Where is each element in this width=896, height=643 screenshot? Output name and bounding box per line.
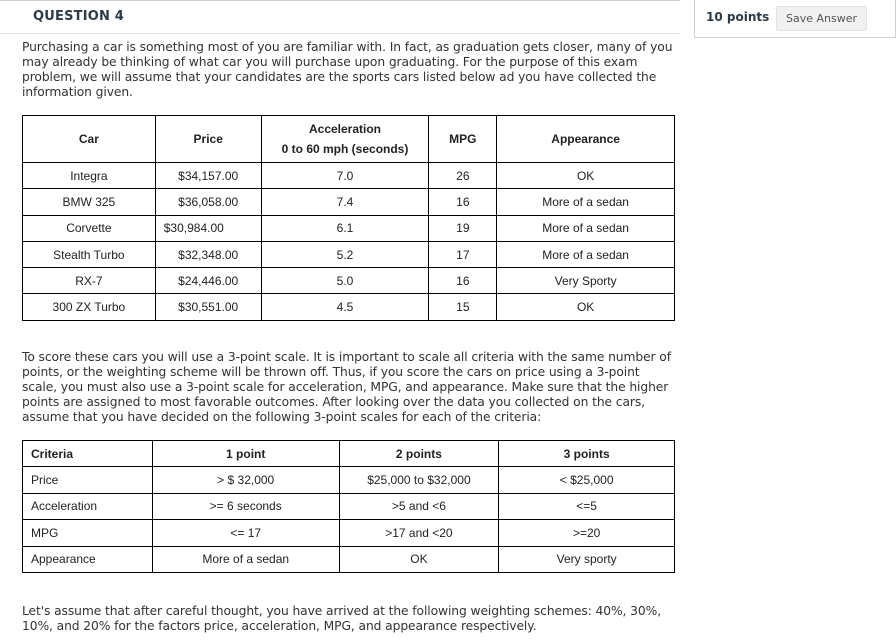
car-acceleration: 5.2 xyxy=(261,241,429,267)
car-price: $30,551.00 xyxy=(155,294,261,320)
cars-table xyxy=(22,115,675,321)
car-mpg: 26 xyxy=(429,163,497,189)
points-label: 10 points xyxy=(706,10,770,24)
save-answer-button[interactable]: Save Answer xyxy=(776,6,867,31)
table-row xyxy=(23,268,675,294)
criteria-header-row xyxy=(23,441,675,467)
header-criteria: Criteria xyxy=(23,441,153,467)
criteria-name: Acceleration xyxy=(23,493,153,519)
car-name: Integra xyxy=(23,163,156,189)
table-row xyxy=(23,189,675,215)
car-mpg: 16 xyxy=(429,189,497,215)
car-name: RX-7 xyxy=(23,268,156,294)
header-appearance: Appearance xyxy=(497,116,675,163)
car-mpg: 19 xyxy=(429,215,497,241)
scale-paragraph: To score these cars you will use a 3-point scale. It is important to scale all criteria with the same number of points, or the weighting scheme will be thrown off. Thus, if you score the cars on price using a 3-point scale, you must also use a 3-point scale for acceleration, MPG, and appearance. Make sure that the higher points are assigned to most favorable outcomes. After looking over the data you collected on the cars, assume that you have decided on the following 3-point scales for each of the criteria: xyxy=(22,350,671,424)
car-acceleration: 4.5 xyxy=(261,294,429,320)
criteria-name: MPG xyxy=(23,520,153,546)
header-price: Price xyxy=(155,116,261,163)
car-acceleration: 6.1 xyxy=(261,215,429,241)
car-price: $34,157.00 xyxy=(155,163,261,189)
criteria-3-points: >=20 xyxy=(499,520,675,546)
criteria-2-points: OK xyxy=(339,546,499,572)
header-acceleration-line1: Acceleration xyxy=(308,122,382,136)
cars-header-row xyxy=(23,116,675,163)
criteria-1-point: <= 17 xyxy=(152,520,339,546)
criteria-1-point: > $ 32,000 xyxy=(152,467,339,493)
table-row xyxy=(23,467,675,493)
car-appearance: Very Sporty xyxy=(497,268,675,294)
car-name: Corvette xyxy=(23,215,156,241)
table-row xyxy=(23,241,675,267)
header-acceleration-line2: 0 to 60 mph (seconds) xyxy=(281,142,409,156)
weights-paragraph: Let's assume that after careful thought, you have arrived at the following weighting schemes: 40%, 30%, 10%, and 20% for the factors price, acceleration, MPG, and appearance respectively. xyxy=(22,604,661,633)
car-mpg: 17 xyxy=(429,241,497,267)
car-acceleration: 5.0 xyxy=(261,268,429,294)
table-row xyxy=(23,493,675,519)
car-name: 300 ZX Turbo xyxy=(23,294,156,320)
car-acceleration: 7.0 xyxy=(261,163,429,189)
criteria-1-point: More of a sedan xyxy=(152,546,339,572)
table-row xyxy=(23,294,675,320)
header-car: Car xyxy=(23,116,156,163)
criteria-name: Appearance xyxy=(23,546,153,572)
header-1-point: 1 point xyxy=(152,441,339,467)
car-price: $32,348.00 xyxy=(155,241,261,267)
car-appearance: OK xyxy=(497,294,675,320)
criteria-3-points: < $25,000 xyxy=(499,467,675,493)
car-price: $24,446.00 xyxy=(155,268,261,294)
car-price: $36,058.00 xyxy=(155,189,261,215)
car-appearance: OK xyxy=(497,163,675,189)
header-3-points: 3 points xyxy=(499,441,675,467)
header-acceleration xyxy=(261,116,429,163)
header-2-points: 2 points xyxy=(339,441,499,467)
car-mpg: 16 xyxy=(429,268,497,294)
table-row xyxy=(23,546,675,572)
car-mpg: 15 xyxy=(429,294,497,320)
table-row xyxy=(23,215,675,241)
criteria-table xyxy=(22,440,675,573)
car-price: $30,984.00 xyxy=(155,215,261,241)
car-appearance: More of a sedan xyxy=(497,215,675,241)
criteria-name: Price xyxy=(23,467,153,493)
question-header xyxy=(0,0,680,34)
car-appearance: More of a sedan xyxy=(497,241,675,267)
car-acceleration: 7.4 xyxy=(261,189,429,215)
header-mpg: MPG xyxy=(429,116,497,163)
table-row xyxy=(23,520,675,546)
criteria-3-points: <=5 xyxy=(499,493,675,519)
criteria-2-points: >17 and <20 xyxy=(339,520,499,546)
criteria-1-point: >= 6 seconds xyxy=(152,493,339,519)
question-title: QUESTION 4 xyxy=(33,9,125,24)
criteria-2-points: $25,000 to $32,000 xyxy=(339,467,499,493)
intro-paragraph: Purchasing a car is something most of you are familiar with. In fact, as graduation gets closer, many of you may already be thinking of what car you will purchase upon graduating. For the purpose of this exam problem, we will assume that your candidates are the sports cars listed below ad you have collected the information given. xyxy=(22,40,673,99)
criteria-3-points: Very sporty xyxy=(499,546,675,572)
table-row xyxy=(23,163,675,189)
car-name: BMW 325 xyxy=(23,189,156,215)
car-appearance: More of a sedan xyxy=(497,189,675,215)
criteria-2-points: >5 and <6 xyxy=(339,493,499,519)
car-name: Stealth Turbo xyxy=(23,241,156,267)
